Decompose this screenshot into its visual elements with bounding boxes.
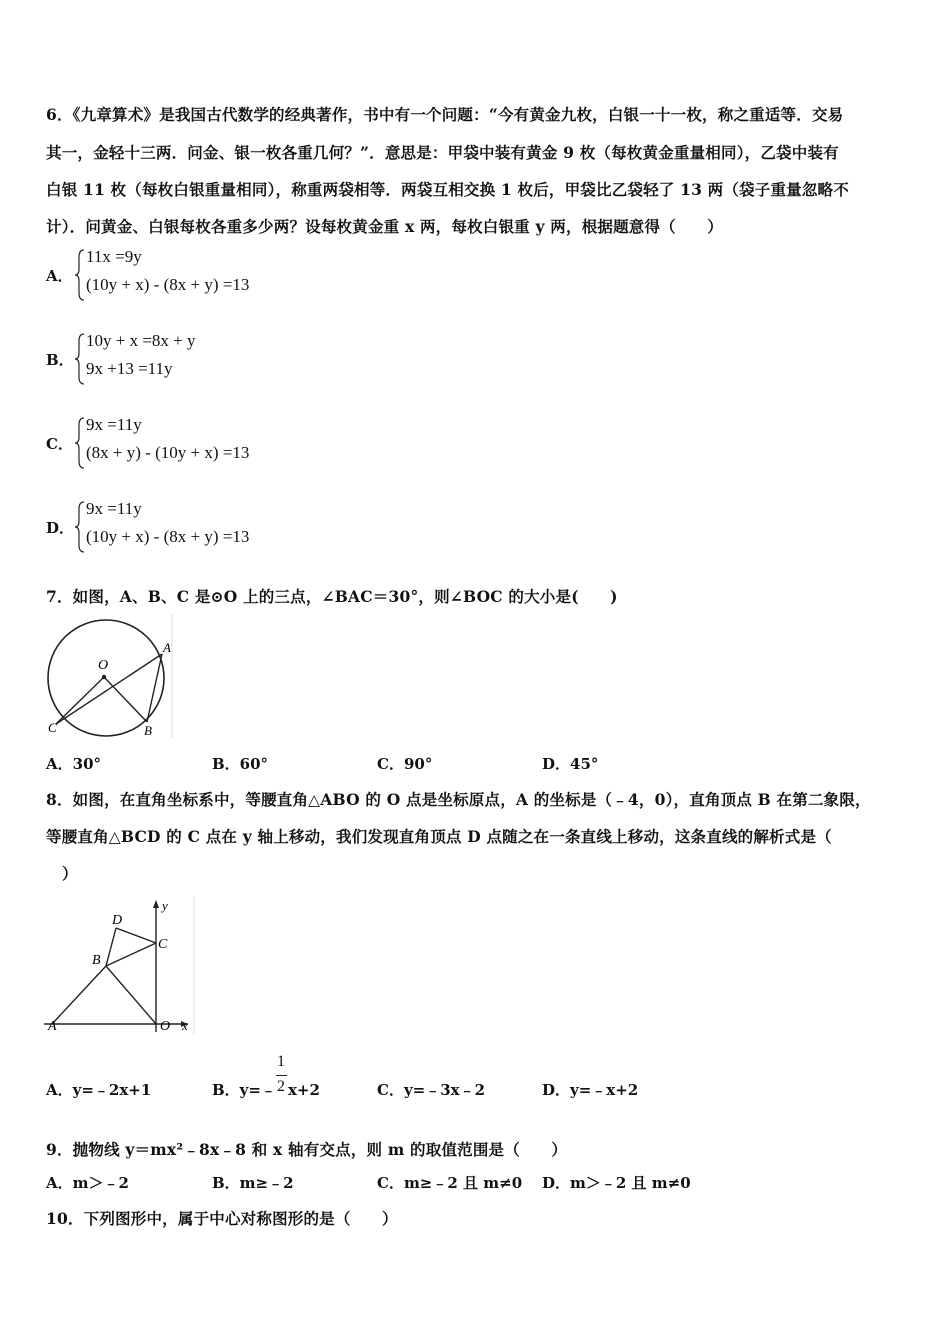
label-b: B (92, 953, 101, 968)
option-label: B． (46, 351, 74, 369)
q7-option-a[interactable]: A．30° (46, 755, 102, 773)
equation-1: 9x =11y (86, 415, 142, 434)
label-c: C (158, 937, 168, 952)
q6-line-4: 计）．问黄金、白银每枚各重多少两？设每枚黄金重 x 两，每枚白银重 y 两，根据题意得（ ） (46, 217, 723, 236)
fraction-bar (276, 1075, 287, 1076)
q8-coordinate-figure (44, 896, 196, 1034)
fraction-denominator: 2 (277, 1078, 285, 1095)
segment-ob (104, 677, 147, 722)
segment-oc (56, 677, 104, 724)
q7-stem: 7．如图，A、B、C 是⊙O 上的三点，∠BAC＝30°，则∠BOC 的大小是( ) (46, 587, 618, 606)
equation-1: 11x =9y (86, 247, 142, 266)
q7-option-d[interactable]: D．45° (542, 755, 599, 773)
q7-circle-figure (44, 614, 174, 738)
q6-line-2: 其一，金轻十三两．问金、银一枚各重几何？”．意思是：甲袋中装有黄金 9 枚（每枚黄金重量相同），乙袋中装有 (46, 143, 839, 162)
label-a: A (48, 1019, 57, 1034)
q8-line-2: 等腰直角△BCD 的 C 点在 y 轴上移动，我们发现直角顶点 D 点随之在一条直线上移动，这条直线的解析式是（ (46, 827, 832, 846)
q8-option-a[interactable]: A．y=﹣2x+1 (46, 1081, 152, 1099)
equation-2: (8x + y) - (10y + x) =13 (86, 443, 250, 462)
equation-2: (10y + x) - (8x + y) =13 (86, 527, 250, 546)
option-label: D． (46, 519, 75, 537)
label-o: O (98, 658, 109, 673)
label-a: A (163, 640, 171, 655)
brace-icon (74, 249, 86, 301)
segment-ca (56, 654, 162, 724)
q8-line-1: 8．如图，在直角坐标系中，等腰直角△ABO 的 O 点是坐标原点，A 的坐标是（﹣4，0），直角顶点 B 在第二象限， (46, 790, 871, 809)
label-d: D (112, 913, 123, 928)
q8-line-3: ） (62, 864, 78, 883)
segment-dc (116, 928, 156, 943)
equation-2: (10y + x) - (8x + y) =13 (86, 275, 250, 294)
equation-2: 9x +13 =11y (86, 359, 173, 378)
q9-option-a[interactable]: A．m＞﹣2 (46, 1174, 129, 1192)
label-c: C (48, 720, 57, 735)
label-b: B (144, 723, 152, 738)
segment-ab (147, 654, 162, 722)
q7-option-c[interactable]: C．90° (377, 755, 433, 773)
equation-1: 10y + x =8x + y (86, 331, 196, 350)
brace-icon (74, 501, 86, 553)
fraction-numerator: 1 (277, 1053, 285, 1070)
q8-option-c[interactable]: C．y=﹣3x﹣2 (377, 1081, 486, 1099)
q8-option-b[interactable] (212, 1079, 320, 1100)
q9-option-d[interactable]: D．m＞﹣2 且 m≠0 (542, 1174, 691, 1192)
label-o: O (160, 1019, 171, 1034)
q9-option-b[interactable]: B．m≥﹣2 (212, 1174, 294, 1192)
q8-option-d[interactable]: D．y=﹣x+2 (542, 1081, 639, 1099)
label-x: x (182, 1018, 188, 1033)
q10-stem: 10．下列图形中，属于中心对称图形的是（ ） (46, 1209, 398, 1228)
option-label: A． (46, 267, 73, 285)
q7-option-b[interactable]: B．60° (212, 755, 269, 773)
label-y: y (162, 898, 168, 913)
q9-stem: 9．抛物线 y＝mx²﹣8x﹣8 和 x 轴有交点，则 m 的取值范围是（ ） (46, 1140, 568, 1159)
option-b-suffix: x+2 (287, 1081, 320, 1099)
q6-line-1: 6．《九章算术》是我国古代数学的经典著作，书中有一个问题：“今有黄金九枚，白银一十一枚，称之重适等．交易 (46, 105, 844, 124)
segment-bd (106, 928, 116, 966)
segment-bo (106, 966, 156, 1024)
equation-1: 9x =11y (86, 499, 142, 518)
option-label: C． (46, 435, 73, 453)
option-b-prefix: B．y=﹣ (212, 1081, 276, 1099)
q6-line-3: 白银 11 枚（每枚白银重量相同），称重两袋相等．两袋互相交换 1 枚后，甲袋比乙袋轻了 13 两（袋子重量忽略不 (46, 180, 849, 199)
q9-option-c[interactable]: C．m≥﹣2 且 m≠0 (377, 1174, 523, 1192)
segment-ab (52, 966, 106, 1024)
segment-bc (106, 943, 156, 966)
center-point (102, 675, 106, 679)
brace-icon (74, 417, 86, 469)
brace-icon (74, 333, 86, 385)
